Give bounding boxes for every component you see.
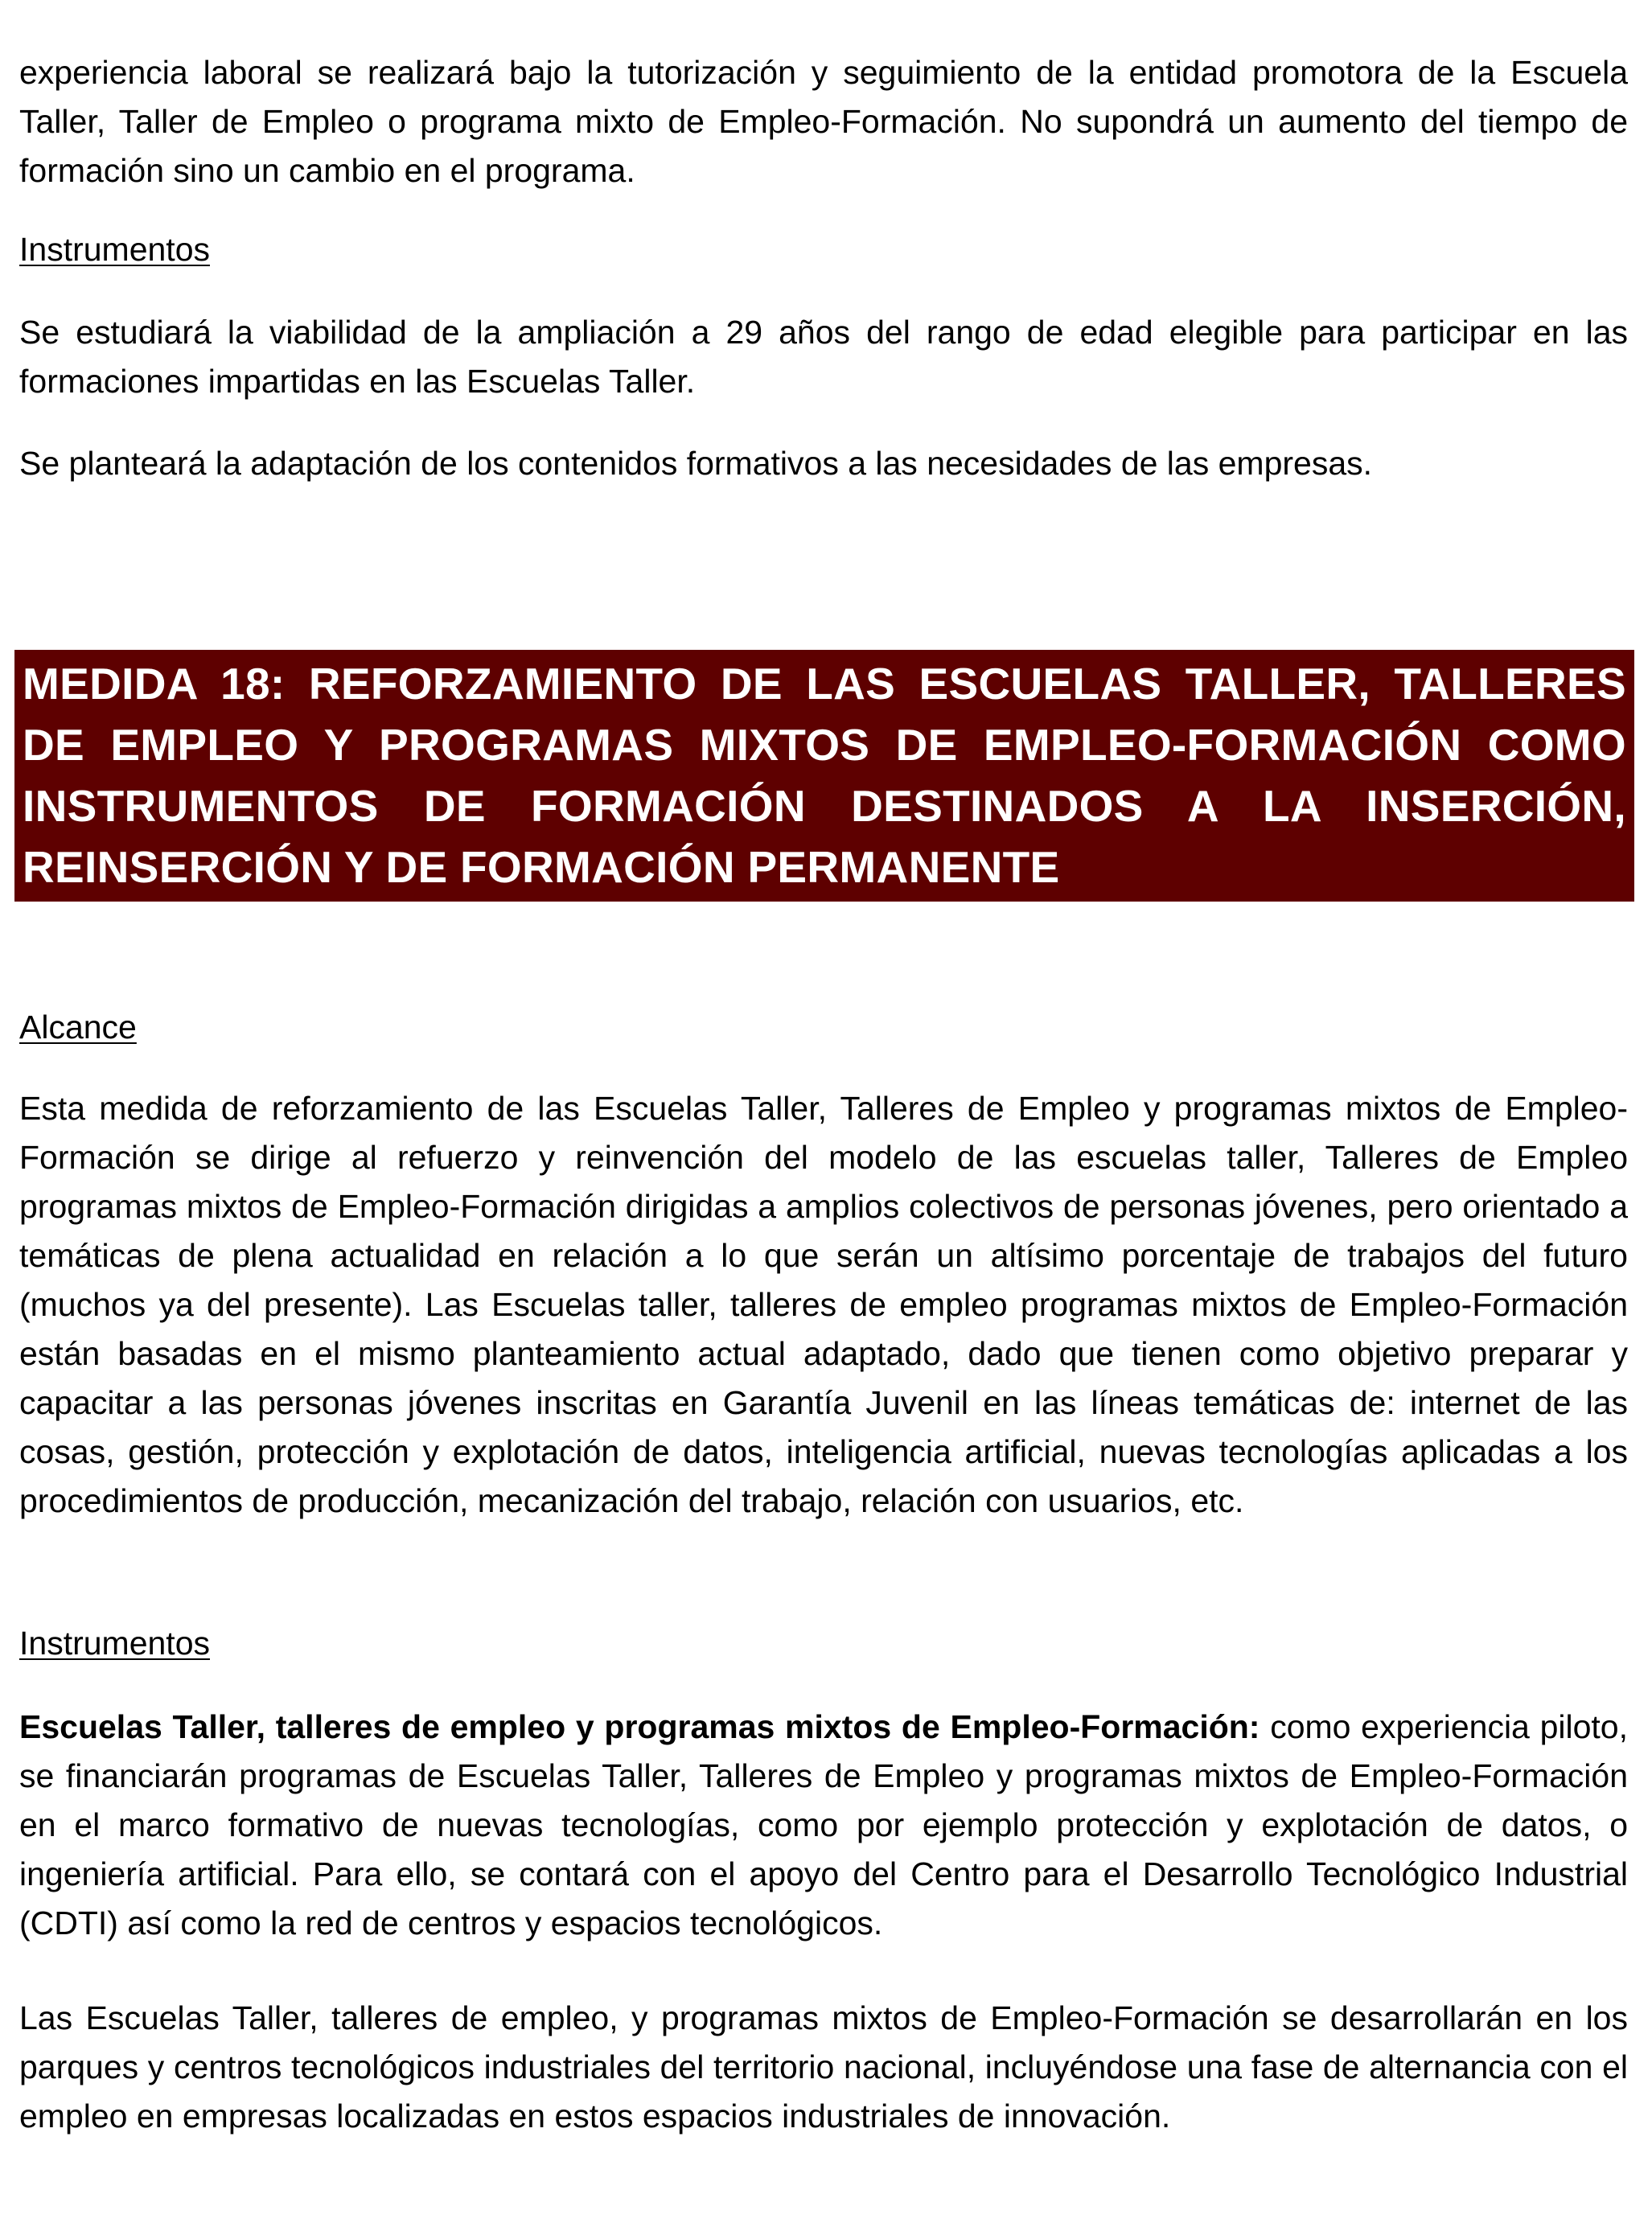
- instrumentos-2-paragraph-1: [19, 1703, 1628, 1948]
- instrumentos-section-1: [19, 225, 1628, 274]
- instrumentos-2-paragraph-1-rest: como experiencia piloto, se financiarán programas de Escuelas Taller, Talleres de Empleo y programas mixtos de Empleo-Formación en el marco formativo de nuevas tecnologías, como por ejemplo protección y explotación de datos, o ingeniería artificial. Para ello, se contará con el apoyo del Centro para el Desarrollo Tecnológico Industrial (CDTI) así como la red de centros y espacios tecnológicos.: [19, 1708, 1628, 1941]
- alcance-paragraph: Esta medida de reforzamiento de las Escuelas Taller, Talleres de Empleo y programas mixtos de Empleo-Formación se dirige al refuerzo y reinvención del modelo de las escuelas taller, Talleres de Empleo programas mixtos de Empleo-Formación dirigidas a amplios colectivos de personas jóvenes, pero orientado a temáticas de plena actualidad en relación a lo que serán un altísimo porcentaje de trabajos del futuro (muchos ya del presente). Las Escuelas taller, talleres de empleo programas mixtos de Empleo-Formación están basadas en el mismo planteamiento actual adaptado, dado que tienen como objetivo preparar y capacitar a las personas jóvenes inscritas en Garantía Juvenil en las líneas temáticas de: internet de las cosas, gestión, protección y explotación de datos, inteligencia artificial, nuevas tecnologías aplicadas a los procedimientos de producción, mecanización del trabajo, relación con usuarios, etc.: [19, 1090, 1628, 1519]
- medida-title-line-3: INSTRUMENTOS DE FORMACIÓN DESTINADOS A LA INSERCIÓN,: [23, 781, 1626, 831]
- instrumentos-2-bold-lead: Escuelas Taller, talleres de empleo y programas mixtos de Empleo-Formación:: [19, 1708, 1260, 1745]
- instrumentos-paragraph-1-wrap: [19, 308, 1628, 406]
- instrumentos-section-2: [19, 1619, 1628, 1668]
- instrumentos-paragraph-2: Se planteará la adaptación de los contenidos formativos a las necesidades de las empresas.: [19, 445, 1373, 482]
- alcance-paragraph-wrap: [19, 1084, 1628, 1526]
- instrumentos-2-paragraph-1-wrap: [19, 1703, 1628, 1948]
- alcance-section: [19, 1003, 1628, 1052]
- instrumentos-paragraph-2-wrap: [19, 439, 1628, 488]
- medida-title-line-4: REINSERCIÓN Y DE FORMACIÓN PERMANENTE: [23, 842, 1060, 892]
- medida-title: [23, 653, 1626, 898]
- top-section: [19, 48, 1628, 195]
- instrumentos-heading: Instrumentos: [19, 231, 210, 268]
- instrumentos-2-paragraph-2-wrap: [19, 1994, 1628, 2141]
- medida-title-line-1: MEDIDA 18: REFORZAMIENTO DE LAS ESCUELAS TALLER, TALLERES: [23, 659, 1626, 709]
- intro-paragraph: experiencia laboral se realizará bajo la tutorización y seguimiento de la entidad promotora de la Escuela Taller, Taller de Empleo o programa mixto de Empleo-Formación. No supondrá un aumento del tiempo de formación sino un cambio en el programa.: [19, 54, 1628, 189]
- alcance-heading: Alcance: [19, 1009, 137, 1046]
- medida-banner: [14, 650, 1634, 902]
- instrumentos-paragraph-1: Se estudiará la viabilidad de la ampliación a 29 años del rango de edad elegible para participar en las formaciones impartidas en las Escuelas Taller.: [19, 314, 1628, 400]
- instrumentos-2-paragraph-2: Las Escuelas Taller, talleres de empleo, y programas mixtos de Empleo-Formación se desarrollarán en los parques y centros tecnológicos industriales del territorio nacional, incluyéndose una fase de alternancia con el empleo en empresas localizadas en estos espacios industriales de innovación.: [19, 1999, 1628, 2135]
- instrumentos-heading-2: Instrumentos: [19, 1625, 210, 1662]
- medida-title-line-2: DE EMPLEO Y PROGRAMAS MIXTOS DE EMPLEO-FORMACIÓN COMO: [23, 720, 1626, 770]
